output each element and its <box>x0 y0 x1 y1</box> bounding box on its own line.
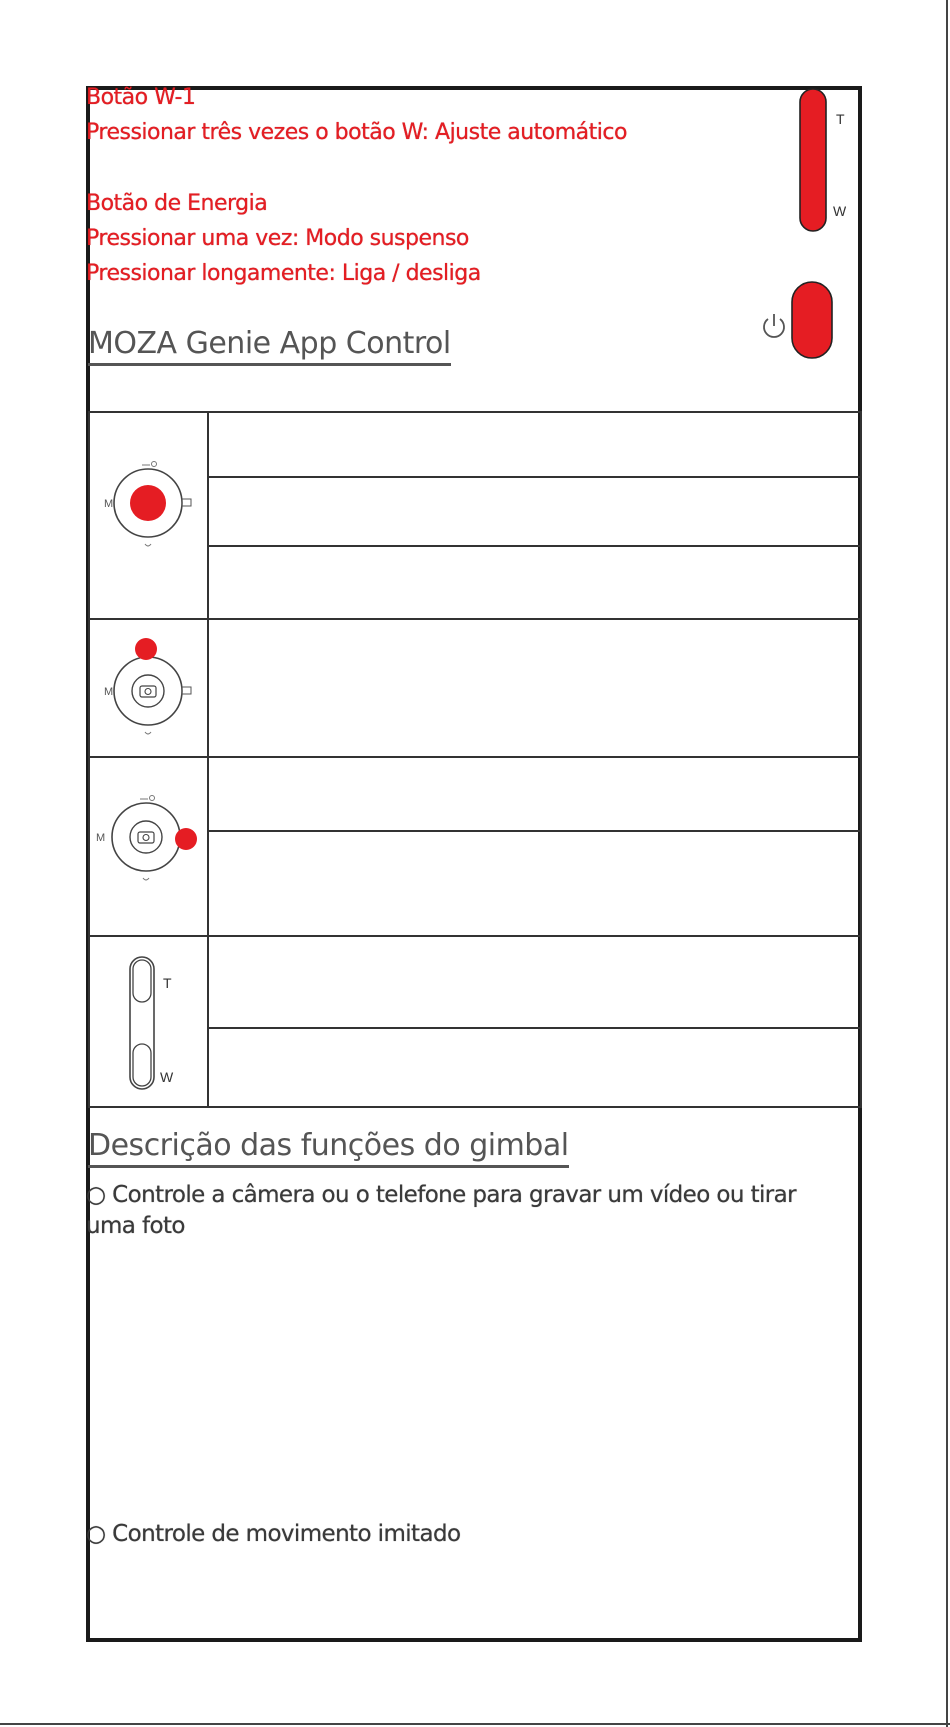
page-edge-bottom <box>0 1723 950 1725</box>
power-button-pill <box>790 280 836 362</box>
dial-top-icon <box>98 637 198 747</box>
w1-press-text: Pressionar três vezes o botão W: Ajuste automático <box>86 120 627 145</box>
page-edge-right <box>946 0 948 1727</box>
zoom-w-label: W <box>833 203 846 219</box>
bullet-motion-control: ○ Controle de movimento imitado <box>86 1521 461 1547</box>
power-icon <box>760 310 788 340</box>
svg-text:W: W <box>160 1069 174 1085</box>
zoom-t-label: T <box>836 111 845 127</box>
app-control-title: MOZA Genie App Control <box>88 326 451 366</box>
svg-text:M: M <box>104 686 114 698</box>
zoom-rocker-icon <box>796 86 846 236</box>
svg-text:T: T <box>163 975 172 991</box>
w1-title: Botão W-1 <box>86 85 196 110</box>
bullet-record-control: ○ Controle a câmera ou o telefone para gravar um vídeo ou tirar uma foto <box>86 1182 796 1239</box>
dial-right-icon <box>92 783 202 893</box>
svg-text:M: M <box>96 832 106 844</box>
dial-center-icon <box>98 451 198 561</box>
gimbal-functions-title: Descrição das funções do gimbal <box>88 1128 569 1168</box>
power-long-text: Pressionar longamente: Liga / desliga <box>86 261 481 286</box>
power-title: Botão de Energia <box>86 191 268 216</box>
control-table <box>88 411 862 1108</box>
power-once-text: Pressionar uma vez: Modo suspenso <box>86 226 469 251</box>
dial-m-label: M <box>104 498 114 510</box>
zoom-outline-icon <box>118 954 188 1094</box>
